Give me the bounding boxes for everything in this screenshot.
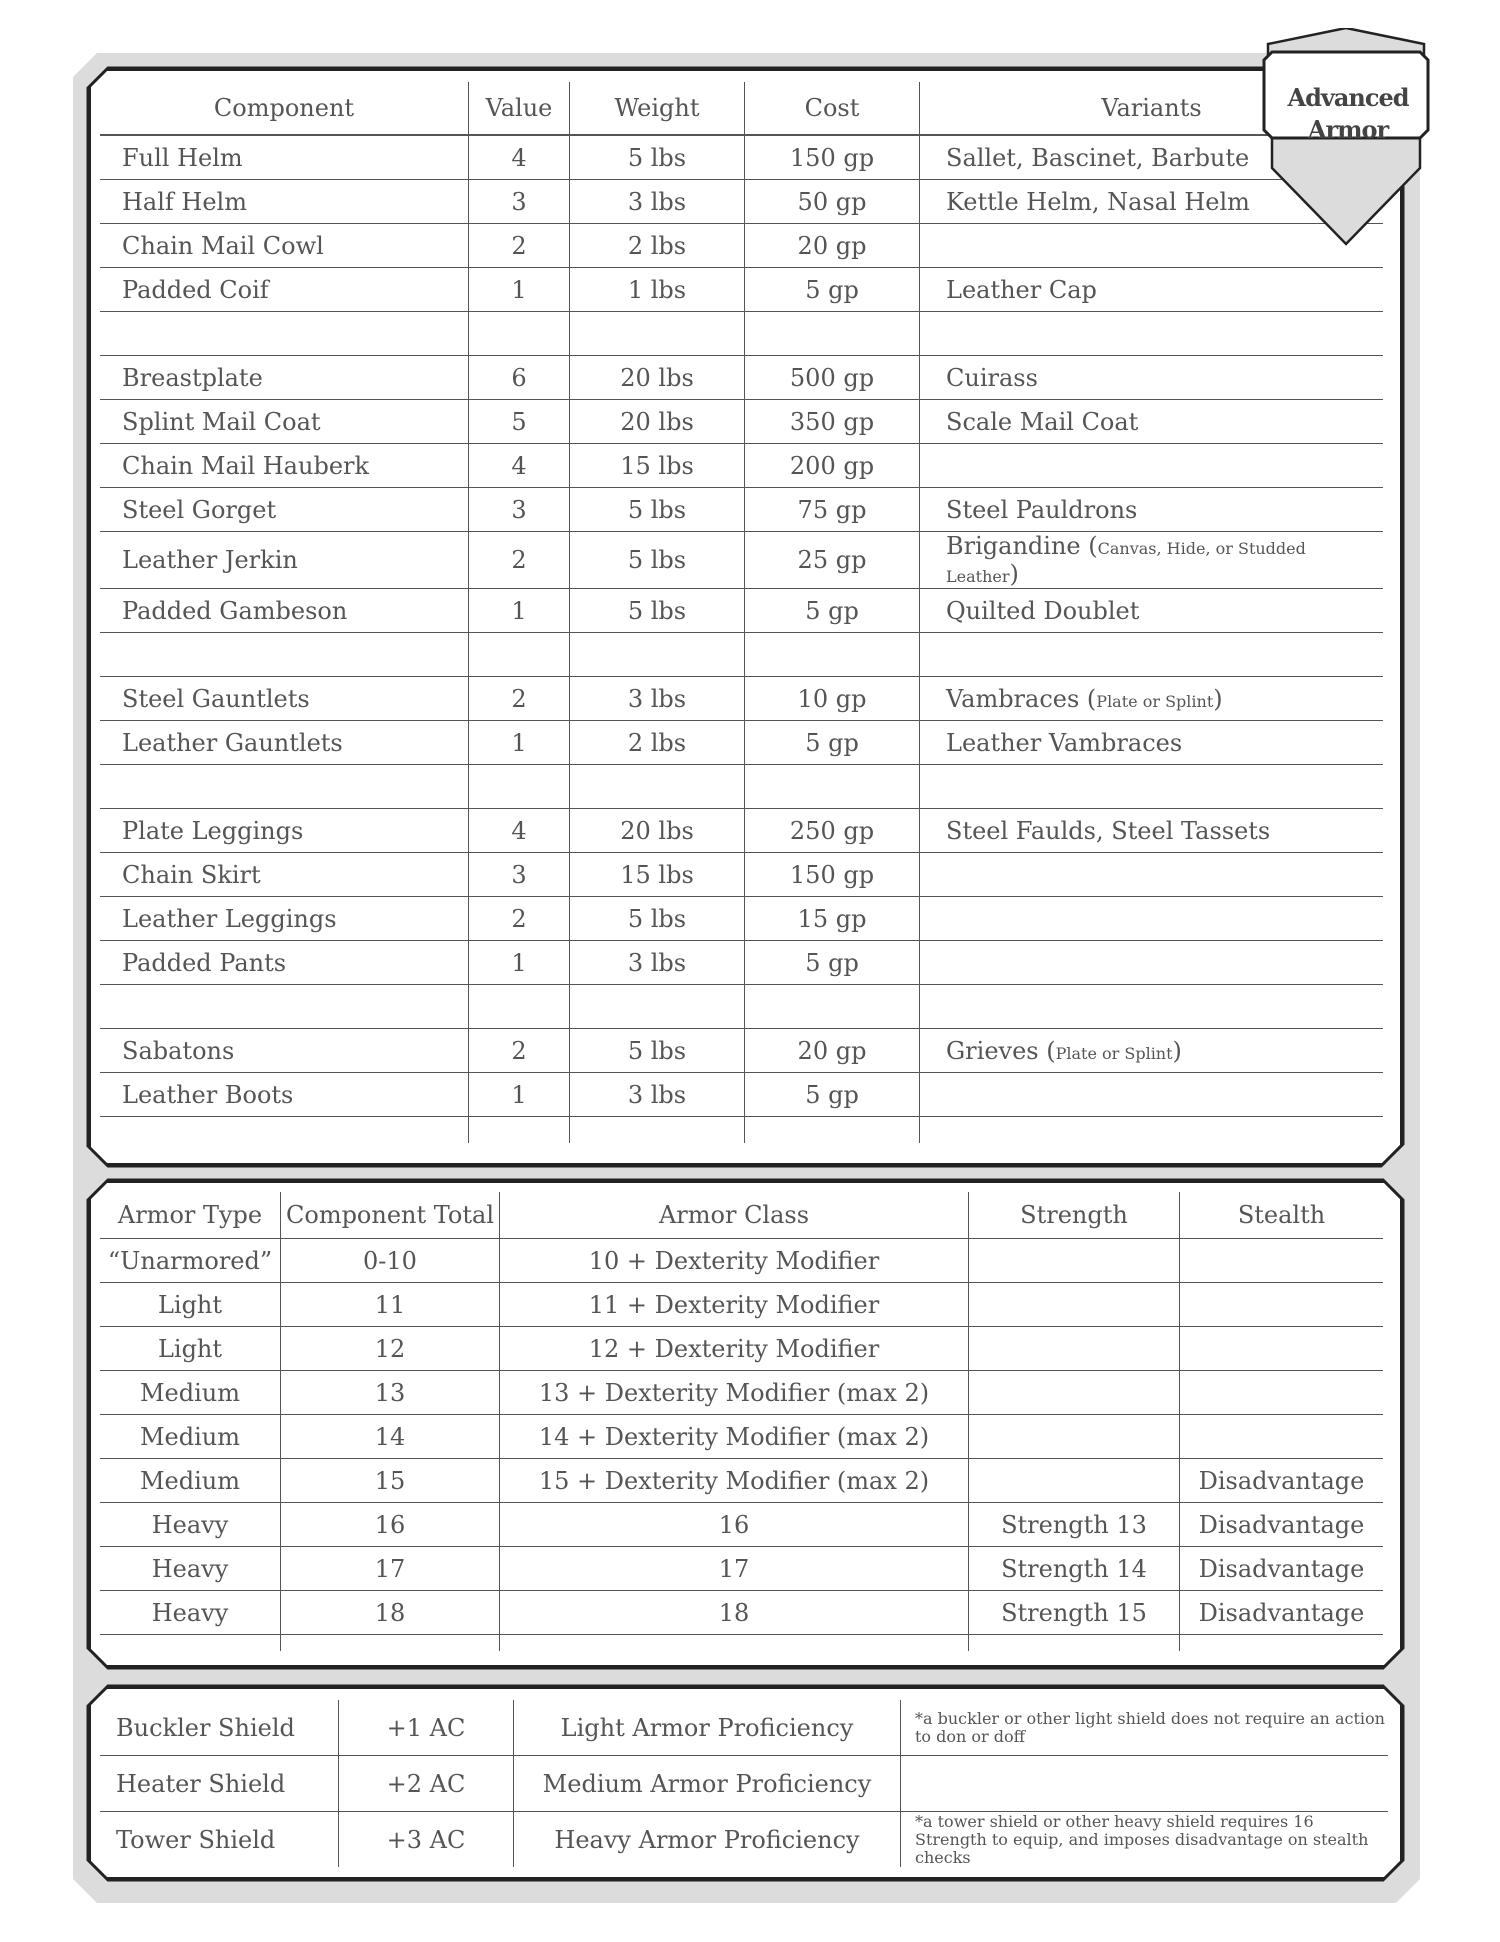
header-weight: Weight [570,82,745,135]
component-total: 15 [281,1459,500,1503]
component-total: 0-10 [281,1239,500,1283]
empty-cell [469,1117,570,1144]
component-variants [920,400,1384,444]
armor-type: Light [100,1327,281,1371]
stealth-penalty [1180,1239,1384,1283]
component-name: Leather Jerkin [100,532,469,589]
armor-class-table [100,1192,1383,1651]
component-cost: 50 gp [745,180,920,224]
component-value: 3 [469,853,570,897]
strength-requirement: Strength 15 [969,1591,1180,1635]
component-row [100,765,1383,809]
header-armor-class: Armor Class [500,1192,969,1239]
component-variants [920,897,1384,941]
component-value: 4 [469,444,570,488]
component-row [100,444,1383,488]
component-cost: 150 gp [745,135,920,180]
component-row [100,180,1383,224]
component-variants [920,356,1384,400]
component-cost: 5 gp [745,1073,920,1117]
shield-name: Heater Shield [100,1756,339,1812]
variant-text: Steel Faulds, Steel Tassets [946,816,1271,845]
component-cost: 200 gp [745,444,920,488]
component-weight: 20 lbs [570,400,745,444]
shields-table [100,1700,1388,1867]
component-weight: 20 lbs [570,356,745,400]
component-cost: 5 gp [745,941,920,985]
component-variants [920,1073,1384,1117]
armor-class-row [100,1415,1383,1459]
component-name: Chain Skirt [100,853,469,897]
components-table [100,82,1383,1143]
armor-class-row [100,1371,1383,1415]
stealth-penalty: Disadvantage [1180,1591,1384,1635]
component-row [100,1029,1383,1073]
component-weight: 3 lbs [570,180,745,224]
armor-class-formula: 15 + Dexterity Modifier (max 2) [500,1459,969,1503]
shield-name: Buckler Shield [100,1700,339,1756]
component-name [100,765,469,809]
header-component-total: Component Total [281,1192,500,1239]
variant-note: Plate or Splint [1055,1043,1173,1063]
shield-proficiency: Light Armor Proficiency [514,1700,901,1756]
component-row [100,633,1383,677]
component-variants [920,941,1384,985]
shield-note: *a tower shield or other heavy shield requires 16 Strength to equip, and imposes disadvantage on stealth checks [901,1812,1389,1868]
empty-cell [1180,1635,1384,1652]
page-title-line2: Armor [1307,115,1389,144]
component-weight [570,633,745,677]
component-value: 1 [469,589,570,633]
armor-type: “Unarmored” [100,1239,281,1283]
component-variants [920,312,1384,356]
component-weight: 20 lbs [570,809,745,853]
component-row [100,941,1383,985]
component-cost: 500 gp [745,356,920,400]
shield-row [100,1700,1388,1756]
stealth-penalty [1180,1283,1384,1327]
stealth-penalty [1180,1415,1384,1459]
component-cost [745,312,920,356]
page-title-line1: Advanced [1287,83,1409,112]
shield-bonus: +3 AC [339,1812,514,1868]
component-variants [920,765,1384,809]
component-cost: 20 gp [745,1029,920,1073]
component-cost [745,633,920,677]
variant-close: ) [1172,1036,1182,1065]
component-variants [920,721,1384,765]
header-variants: Variants [920,82,1384,135]
component-row [100,400,1383,444]
component-value [469,985,570,1029]
armor-class-row [100,1547,1383,1591]
component-name: Half Helm [100,180,469,224]
component-variants [920,532,1384,589]
variant-text: Sallet, Bascinet, Barbute [946,143,1250,172]
component-cost [745,765,920,809]
armor-type: Heavy [100,1591,281,1635]
component-name: Steel Gorget [100,488,469,532]
component-name: Leather Leggings [100,897,469,941]
component-value: 2 [469,532,570,589]
variant-text: Kettle Helm, Nasal Helm [946,187,1250,216]
variant-text: Quilted Doublet [946,596,1140,625]
strength-requirement [969,1415,1180,1459]
strength-requirement [969,1239,1180,1283]
component-cost: 25 gp [745,532,920,589]
component-value: 2 [469,677,570,721]
component-cost: 75 gp [745,488,920,532]
component-row [100,532,1383,589]
armor-class-row [100,1239,1383,1283]
armor-class-row [100,1459,1383,1503]
armor-class-formula: 16 [500,1503,969,1547]
armor-class-row [100,1591,1383,1635]
variant-text: Grieves ( [946,1036,1056,1065]
strength-requirement [969,1327,1180,1371]
component-weight: 2 lbs [570,224,745,268]
component-row [100,224,1383,268]
component-weight: 5 lbs [570,488,745,532]
component-total: 18 [281,1591,500,1635]
component-cost: 250 gp [745,809,920,853]
empty-cell [100,1635,281,1652]
header-component: Component [100,82,469,135]
armor-class-formula: 17 [500,1547,969,1591]
component-name: Full Helm [100,135,469,180]
component-name: Chain Mail Hauberk [100,444,469,488]
shield-row [100,1756,1388,1812]
armor-type: Heavy [100,1547,281,1591]
component-variants [920,589,1384,633]
component-cost: 5 gp [745,268,920,312]
component-name: Splint Mail Coat [100,400,469,444]
armor-class-row [100,1503,1383,1547]
empty-cell [281,1635,500,1652]
component-name: Padded Gambeson [100,589,469,633]
armor-type: Heavy [100,1503,281,1547]
empty-cell [745,1117,920,1144]
component-name [100,633,469,677]
component-name: Chain Mail Cowl [100,224,469,268]
component-variants [920,268,1384,312]
component-name: Breastplate [100,356,469,400]
empty-cell [969,1635,1180,1652]
component-weight [570,312,745,356]
shield-proficiency: Heavy Armor Proficiency [514,1812,901,1868]
shield-note: *a buckler or other light shield does not require an action to don or doff [901,1700,1389,1756]
stealth-penalty [1180,1371,1384,1415]
armor-type: Medium [100,1371,281,1415]
component-weight: 5 lbs [570,135,745,180]
component-total: 12 [281,1327,500,1371]
component-variants [920,985,1384,1029]
empty-cell [500,1635,969,1652]
component-weight: 5 lbs [570,897,745,941]
variant-close: ) [1009,560,1019,588]
component-name: Padded Pants [100,941,469,985]
armor-class-row [100,1283,1383,1327]
component-row [100,897,1383,941]
component-value: 1 [469,721,570,765]
component-row [100,312,1383,356]
component-cost: 5 gp [745,589,920,633]
component-value: 1 [469,268,570,312]
component-cost: 150 gp [745,853,920,897]
component-total: 13 [281,1371,500,1415]
components-header-row [100,82,1383,135]
component-name: Leather Boots [100,1073,469,1117]
component-total: 11 [281,1283,500,1327]
component-weight: 5 lbs [570,1029,745,1073]
armor-type: Medium [100,1459,281,1503]
component-cost [745,985,920,1029]
strength-requirement [969,1283,1180,1327]
component-value [469,312,570,356]
shield-note [901,1756,1389,1812]
component-row [100,589,1383,633]
variant-text: Cuirass [946,363,1038,392]
armor-class-row [100,1327,1383,1371]
armor-class-formula: 12 + Dexterity Modifier [500,1327,969,1371]
header-stealth: Stealth [1180,1192,1384,1239]
shield-row [100,1812,1388,1868]
strength-requirement: Strength 14 [969,1547,1180,1591]
component-variants [920,444,1384,488]
empty-cell [570,1117,745,1144]
component-row [100,135,1383,180]
variant-text: Brigandine ( [946,532,1098,560]
component-value: 2 [469,1029,570,1073]
component-row [100,985,1383,1029]
component-value: 4 [469,135,570,180]
component-weight: 1 lbs [570,268,745,312]
component-cost: 10 gp [745,677,920,721]
component-variants [920,677,1384,721]
component-weight: 5 lbs [570,589,745,633]
strength-requirement: Strength 13 [969,1503,1180,1547]
component-weight: 15 lbs [570,444,745,488]
variant-text: Scale Mail Coat [946,407,1139,436]
component-value: 5 [469,400,570,444]
armor-class-formula: 18 [500,1591,969,1635]
component-row [100,488,1383,532]
component-row [100,677,1383,721]
component-value: 3 [469,180,570,224]
component-row [100,1073,1383,1117]
variant-note: Plate or Splint [1096,691,1214,711]
component-name: Sabatons [100,1029,469,1073]
armor-class-formula: 11 + Dexterity Modifier [500,1283,969,1327]
component-variants [920,1029,1384,1073]
component-name: Leather Gauntlets [100,721,469,765]
component-weight: 15 lbs [570,853,745,897]
component-weight [570,985,745,1029]
header-cost: Cost [745,82,920,135]
component-value: 1 [469,1073,570,1117]
shield-bonus: +2 AC [339,1756,514,1812]
strength-requirement [969,1459,1180,1503]
variant-note: Canvas, Hide, or Studded Leather [946,539,1306,586]
component-name [100,312,469,356]
variant-text: Leather Vambraces [946,728,1183,757]
component-value [469,633,570,677]
component-row [100,809,1383,853]
component-variants [920,633,1384,677]
strength-requirement [969,1371,1180,1415]
component-weight: 3 lbs [570,941,745,985]
header-strength: Strength [969,1192,1180,1239]
component-value: 3 [469,488,570,532]
component-cost: 15 gp [745,897,920,941]
variant-text: Vambraces ( [946,684,1097,713]
component-name [100,985,469,1029]
component-weight [570,765,745,809]
stealth-penalty: Disadvantage [1180,1503,1384,1547]
stealth-penalty: Disadvantage [1180,1459,1384,1503]
variant-text: Leather Cap [946,275,1097,304]
component-row-spacer [100,1117,1383,1144]
component-cost: 350 gp [745,400,920,444]
component-row [100,356,1383,400]
component-value: 6 [469,356,570,400]
armor-class-row-spacer [100,1635,1383,1652]
page-title [1268,82,1428,146]
armor-class-formula: 10 + Dexterity Modifier [500,1239,969,1283]
stealth-penalty [1180,1327,1384,1371]
component-name: Steel Gauntlets [100,677,469,721]
empty-cell [920,1117,1384,1144]
component-cost: 5 gp [745,721,920,765]
armor-type: Light [100,1283,281,1327]
component-weight: 2 lbs [570,721,745,765]
component-cost: 20 gp [745,224,920,268]
shield-proficiency: Medium Armor Proficiency [514,1756,901,1812]
component-row [100,268,1383,312]
component-variants [920,488,1384,532]
variant-text: Steel Pauldrons [946,495,1138,524]
armor-class-formula: 13 + Dexterity Modifier (max 2) [500,1371,969,1415]
empty-cell [100,1117,469,1144]
component-total: 16 [281,1503,500,1547]
armor-class-formula: 14 + Dexterity Modifier (max 2) [500,1415,969,1459]
header-armor-type: Armor Type [100,1192,281,1239]
shield-name: Tower Shield [116,1825,276,1854]
component-name: Plate Leggings [100,809,469,853]
armor-type: Medium [100,1415,281,1459]
component-name: Padded Coif [100,268,469,312]
component-total: 17 [281,1547,500,1591]
variant-close: ) [1213,684,1223,713]
component-value [469,765,570,809]
stealth-penalty: Disadvantage [1180,1547,1384,1591]
component-variants [920,809,1384,853]
component-value: 4 [469,809,570,853]
header-value: Value [469,82,570,135]
component-value: 1 [469,941,570,985]
component-row [100,721,1383,765]
component-value: 2 [469,224,570,268]
component-weight: 3 lbs [570,677,745,721]
component-value: 2 [469,897,570,941]
component-weight: 3 lbs [570,1073,745,1117]
component-total: 14 [281,1415,500,1459]
armor-class-header-row [100,1192,1383,1239]
component-weight: 5 lbs [570,532,745,589]
shield-bonus: +1 AC [339,1700,514,1756]
component-row [100,853,1383,897]
component-variants [920,853,1384,897]
